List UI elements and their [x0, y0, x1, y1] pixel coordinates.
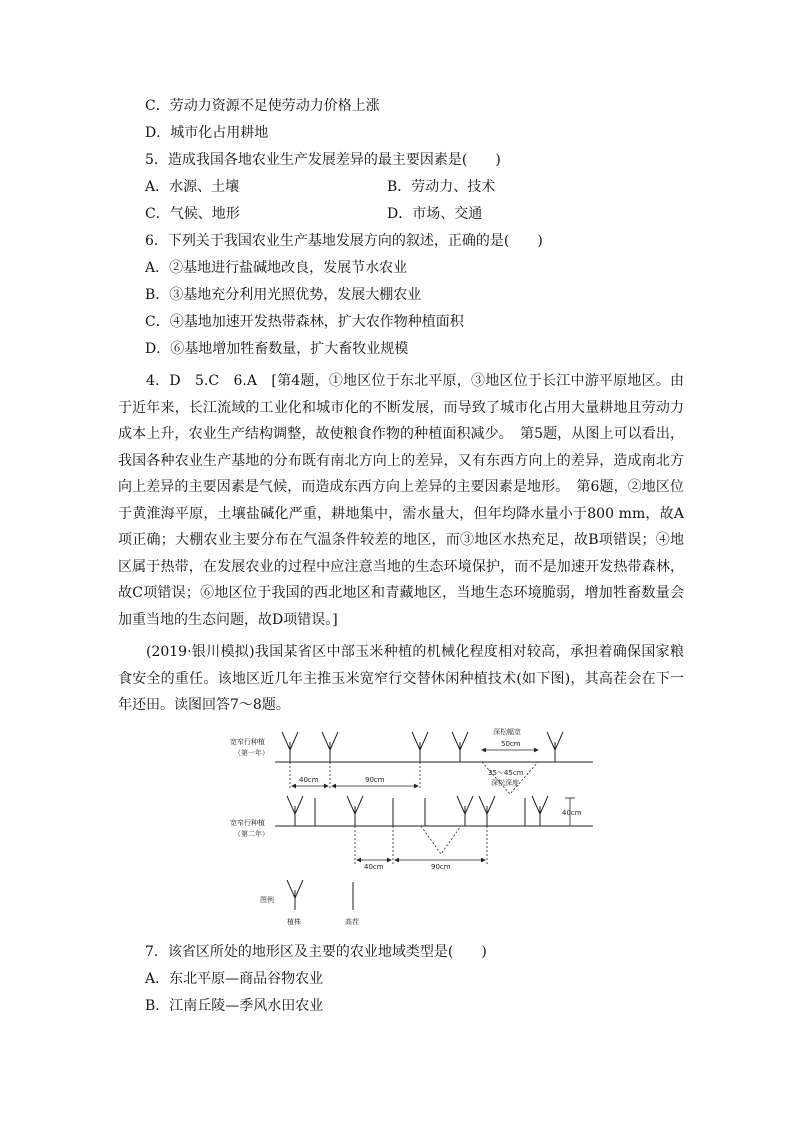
- q5-option-c: C．气候、地形: [145, 206, 240, 222]
- q7-option-a: A．东北平原—商品谷物农业: [145, 971, 324, 987]
- dim-40-year1: 40cm: [299, 776, 319, 784]
- answer-explanation: 4．D 5.C 6.A [第4题，①地区位于东北平原，③地区位于长江中游平原地区。由于近年来，长江流域的工业化和城市化的不断发展，而导致了城市化占用大量耕地且劳动力成本上升，农业生产结构调整，故使粮食作物的种植面积减少。 第5题，从图上可以看出，我国各种农业生产基地的分布既有南北方向上的差异，又有东西方向上的差异，造成南北方向上差异的主要因素是气候，而造成东西方向上差异的主要因素是地形。 第6题，②地区位于黄淮海平原，土壤盐碱化严重，耕地集中，需水量大，但年均降水量小于800 mm，故A项正确；大棚农业主要分布在气温条件较差的地区，而③地区水热充足，故B项错误；④地区属于热带，在发展农业的过程中应注意当地的生态环境保护，而不是加速开发热带森林，故C项错误；⑥地区位于我国的西北地区和青藏地区，当地生态环境脆弱，增加牲畜数量会加重当地的生态问题，故D项错误。]: [118, 373, 684, 628]
- row1-label-1: 宽窄行种植: [230, 738, 265, 746]
- q6-option-d: D．⑥基地增加牲畜数量，扩大畜牧业规模: [145, 341, 409, 357]
- question-intro: (2019·银川模拟)我国某省区中部玉米种植的机械化程度相对较高，承担着确保国家粮食安全的重任。该地区近几年主推玉米宽窄行交替休闲种植技术(如下图)，其高茬会在下一年还田。读图回答7～8题。: [118, 644, 684, 713]
- q5-stem: 5．造成我国各地农业生产发展差异的最主要因素是( ): [145, 152, 501, 168]
- q6-stem: 6．下列关于我国农业生产基地发展方向的叙述，正确的是( ): [145, 233, 543, 249]
- row2-label-1: 宽窄行种植: [230, 819, 265, 827]
- year1-plants: [282, 732, 563, 762]
- dim-90-year1: 90cm: [365, 776, 385, 784]
- q6-option-b: B．③基地充分利用光照优势，发展大棚农业: [145, 287, 422, 303]
- deep-loosen-depth-label: 深松深度: [491, 779, 519, 787]
- depth-range: 35～45cm: [488, 769, 524, 777]
- q7-option-b: B．江南丘陵—季风水田农业: [145, 998, 324, 1014]
- legend-plant-label: 植株: [287, 918, 301, 926]
- dim-50: 50cm: [501, 740, 521, 748]
- q4-option-c: C．劳动力资源不足使劳动力价格上涨: [145, 98, 380, 114]
- q7-stem: 7．该省区所处的地形区及主要的农业地域类型是( ): [145, 944, 487, 960]
- legend-stubble-label: 高茬: [345, 918, 359, 926]
- q5-option-b: B．劳动力、技术: [387, 179, 496, 195]
- q5-option-d: D．市场、交通: [387, 206, 483, 222]
- dim-90-year2: 90cm: [431, 863, 451, 871]
- q5-option-a: A．水源、土壤: [145, 179, 240, 195]
- row2-label-2: （第二年）: [234, 830, 269, 838]
- legend-plant-icon: [287, 880, 303, 910]
- deep-loosen-width-label: 深松幅宽: [493, 728, 521, 736]
- legend-title: 图例: [260, 896, 274, 904]
- q6-option-c: C．④基地加速开发热带森林，扩大农作物种植面积: [145, 314, 464, 330]
- year2-plants: [287, 796, 548, 826]
- q4-option-d: D．城市化占用耕地: [145, 125, 269, 141]
- q6-option-a: A．②基地进行盐碱地改良，发展节水农业: [145, 260, 408, 276]
- row1-label-2: （第一年）: [234, 749, 269, 757]
- dim-40-vertical: 40cm: [562, 809, 582, 817]
- corn-planting-diagram: [225, 722, 605, 934]
- dim-40-year2: 40cm: [364, 863, 384, 871]
